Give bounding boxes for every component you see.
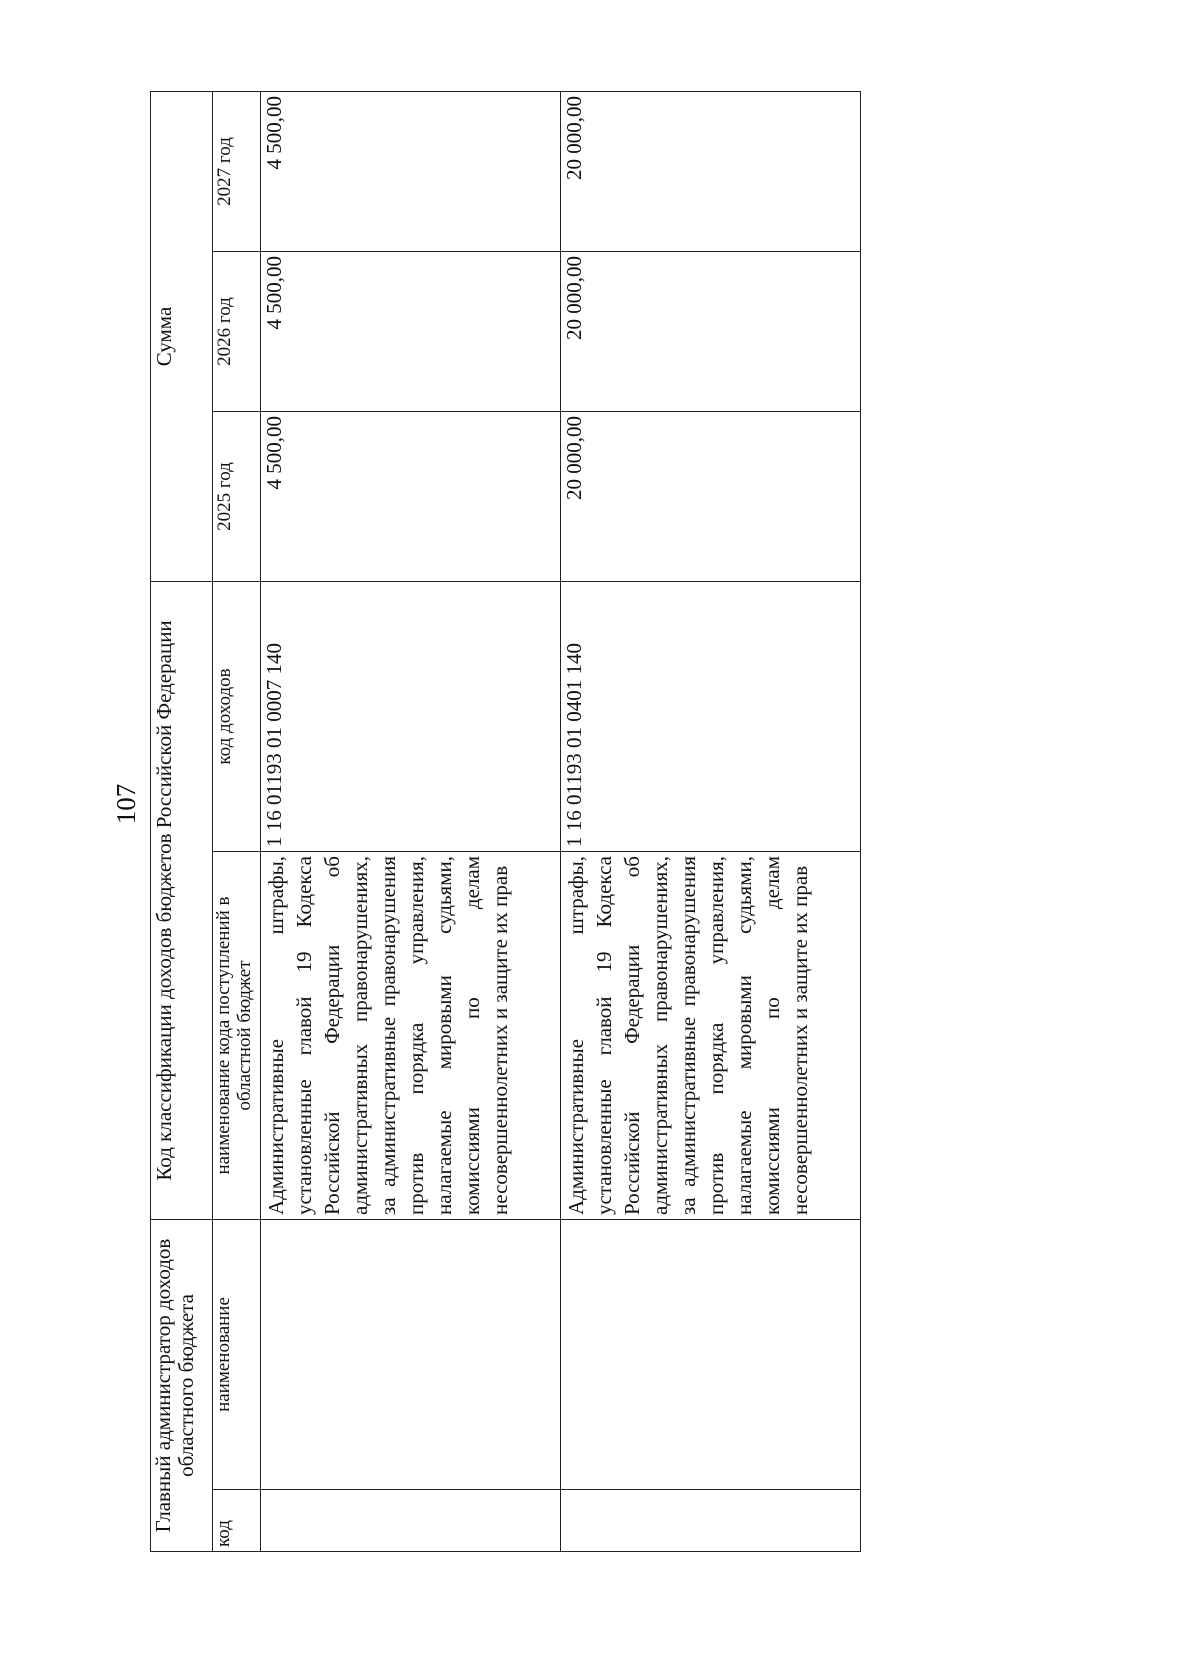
sum-group-header: Сумма: [151, 91, 213, 581]
col-header-income-code: код доходов: [213, 581, 261, 851]
col-header-admin-code: код: [213, 1490, 261, 1552]
admin-group-header: Главный администратор доходов областного бюджета: [151, 1220, 213, 1552]
admin-name-cell: [261, 1220, 561, 1490]
income-code-cell: 1 16 01193 01 0401 140: [561, 581, 861, 851]
income-name-cell: Административные штрафы, установленные главой 19 Кодекса Российской Федерации об административных правонарушениях, за административные правонарушения против порядка управления, налагаемые мировыми судьями, комиссиями по делам несовершеннолетних и защите их прав: [561, 852, 861, 1220]
admin-code-cell: [261, 1490, 561, 1552]
sum-2027-cell: 20 000,00: [561, 91, 861, 251]
header-row-columns: [213, 91, 261, 1551]
sum-2026-cell: 4 500,00: [261, 251, 561, 411]
rotated-table-wrapper: [150, 92, 860, 1552]
rotated-table-frame: [150, 92, 860, 1552]
income-name-cell: Административные штрафы, установленные главой 19 Кодекса Российской Федерации об административных правонарушениях, за административные правонарушения против порядка управления, налагаемые мировыми судьями, комиссиями по делам несовершеннолетних и защите их прав: [261, 852, 561, 1220]
table-row: [261, 91, 561, 1551]
sum-2025-cell: 4 500,00: [261, 411, 561, 581]
col-header-year-2027: 2027 год: [213, 91, 261, 251]
table-row: [561, 91, 861, 1551]
col-header-year-2025: 2025 год: [213, 411, 261, 581]
sum-2025-cell: 20 000,00: [561, 411, 861, 581]
income-code-cell: 1 16 01193 01 0007 140: [261, 581, 561, 851]
page-number: 107: [111, 783, 141, 825]
col-header-year-2026: 2026 год: [213, 251, 261, 411]
budget-revenue-table: [150, 91, 861, 1552]
admin-name-cell: [561, 1220, 861, 1490]
col-header-admin-name: наименование: [213, 1220, 261, 1490]
sum-2027-cell: 4 500,00: [261, 91, 561, 251]
classification-group-header: Код классификации доходов бюджетов Российской Федерации: [151, 581, 213, 1219]
admin-code-cell: [561, 1490, 861, 1552]
sum-2026-cell: 20 000,00: [561, 251, 861, 411]
col-header-income-name: наименование кода поступлений в областной бюджет: [213, 852, 261, 1220]
header-row-groups: [151, 91, 213, 1551]
